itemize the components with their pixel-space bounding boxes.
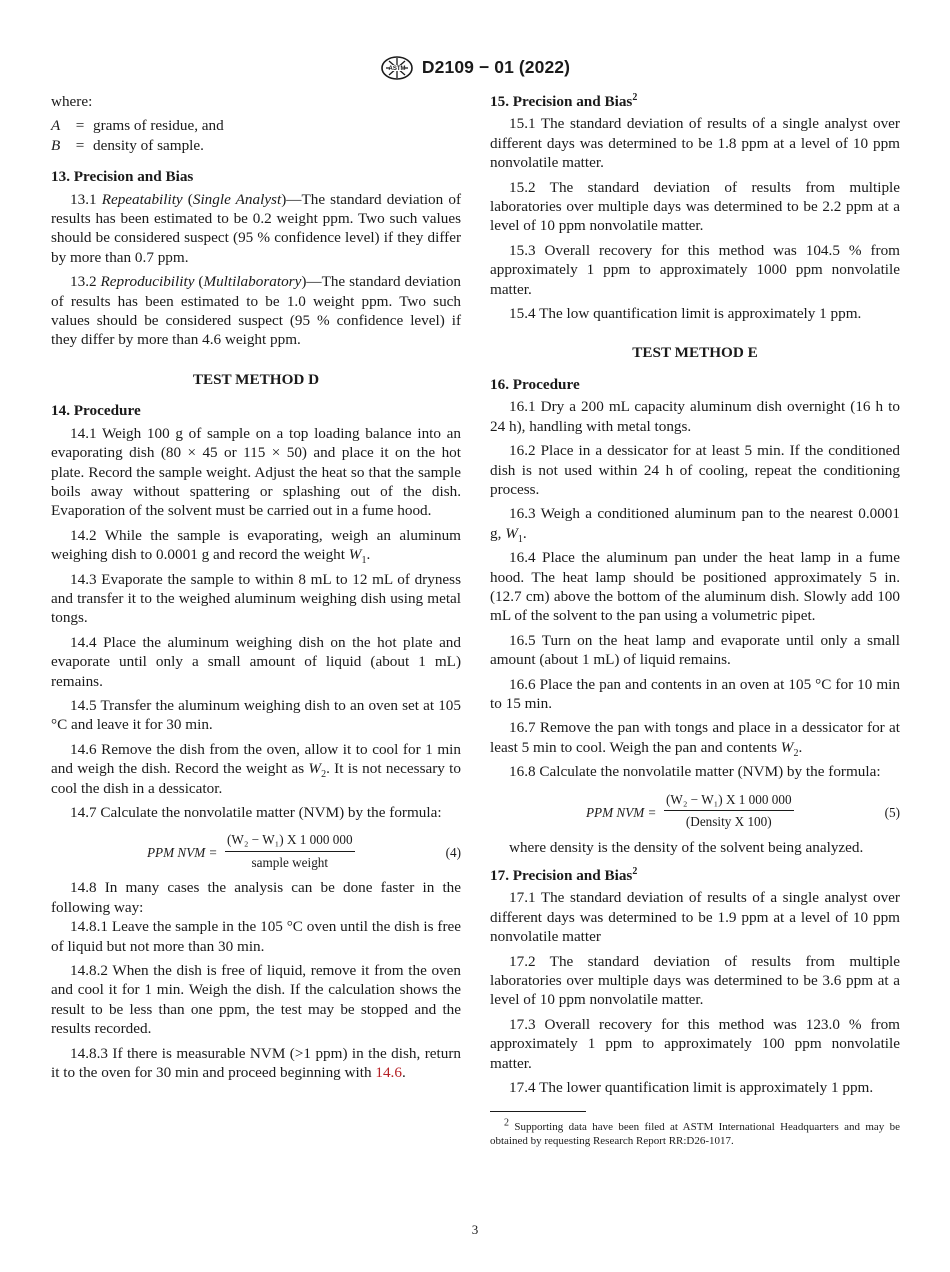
paragraph-16-8: 16.8 Calculate the nonvolatile matter (NVM) by the formula:	[509, 763, 881, 781]
paragraph-16-1: 16.1 Dry a 200 mL capacity aluminum dish overnight (16 h to 24 h), handling with metal tongs.	[490, 398, 900, 435]
paragraph-16-3	[490, 504, 900, 543]
para-number: 13.2	[70, 273, 101, 291]
def-text: density of sample.	[93, 136, 204, 154]
equation-number: (4)	[445, 845, 461, 861]
term-qualifier: Multilaboratory	[203, 273, 302, 291]
term: Reproducibility	[100, 273, 195, 291]
equation-fraction	[225, 830, 355, 872]
equation-lhs: PPM NVM =	[586, 804, 657, 820]
def-symbol: A	[51, 117, 61, 135]
variable: W	[348, 546, 362, 564]
method-d-title: TEST METHOD D	[192, 370, 320, 388]
paragraph-15-1: 15.1 The standard deviation of results of a single analyst over different days was determined to be 1.8 ppm at a level of 10 ppm nonvolatile matter.	[490, 115, 900, 172]
paragraph-17-4: 17.4 The lower quantification limit is approximately 1 ppm.	[509, 1079, 874, 1097]
method-e-title: TEST METHOD E	[632, 344, 758, 362]
footnote-divider	[490, 1111, 586, 1112]
heading-text: 15. Precision and Bias	[490, 93, 633, 110]
para-number: 13.1	[70, 190, 102, 208]
footnote-marker: 2	[504, 1117, 509, 1129]
paragraph-14-5: 14.5 Transfer the aluminum weighing dish to an oven set at 105 °C and leave it for 30 min.	[51, 696, 461, 734]
section-heading-15	[490, 92, 900, 111]
paragraph-14-3: 14.3 Evaporate the sample to within 8 mL to 12 mL of dryness and transfer it to the weighed aluminum weighing dish using metal tongs.	[51, 570, 461, 627]
paragraph-15-4: 15.4 The low quantification limit is approximately 1 ppm.	[509, 305, 862, 323]
para-text: 14.6 Remove the dish from the oven, allow it to cool for 1 min and weigh the dish. Record the weight as	[51, 740, 461, 778]
page-header	[0, 56, 950, 80]
paragraph-14-8-1: 14.8.1 Leave the sample in the 105 °C oven until the dish is free of liquid but not more than 30 min.	[51, 918, 461, 955]
para-text: .	[522, 524, 527, 542]
right-column	[490, 92, 900, 1148]
equation-numerator: (W₂ − W₁) X 1 000 000	[225, 830, 355, 851]
section-heading-17	[490, 866, 900, 885]
subscript: 1	[361, 555, 367, 567]
paragraph-14-2	[51, 526, 461, 565]
para-text: .	[366, 546, 371, 564]
variable: W	[308, 760, 322, 778]
equation-lhs: PPM NVM =	[147, 845, 218, 861]
para-text: .	[401, 1064, 406, 1082]
equation-numerator: (W₂ − W₁) X 1 000 000	[664, 790, 794, 811]
equation-denominator: sample weight	[251, 854, 329, 870]
paragraph-15-2: 15.2 The standard deviation of results from multiple laboratories over multiple days was determined to be 2.2 ppm at a level of 10 ppm nonvolatile matter.	[490, 178, 900, 235]
left-column	[51, 92, 461, 1087]
paragraph-14-6	[51, 740, 461, 798]
footnote-ref: 2	[632, 865, 638, 877]
section-heading-13: 13. Precision and Bias	[51, 168, 194, 186]
paragraph-14-4: 14.4 Place the aluminum weighing dish on the hot plate and evaporate until only a small amount of liquid (about 1 mL) remains.	[51, 633, 461, 690]
paragraph-17-1: 17.1 The standard deviation of results of a single analyst over different days was determined to be 1.9 ppm at a level of 10 ppm nonvolatile matter	[490, 889, 900, 946]
paragraph-15-3: 15.3 Overall recovery for this method was 104.5 % from approximately 1 ppm to approximately 1000 ppm nonvolatile matter.	[490, 241, 900, 298]
density-note: where density is the density of the solvent being analyzed.	[509, 838, 864, 856]
paragraph-13-2: 13.2 Reproducibility (Multilaboratory)—The standard deviation of results has been estimated to be 1.0 weight ppm. Two such values should be considered suspect (95 % confidence level) if they differ by more than 4.6 weight ppm.	[51, 273, 462, 349]
paragraph-13-1: 13.1 Repeatability (Single Analyst)—The standard deviation of results has been estimated to be 0.2 weight ppm. Two such values should be considered suspect (95 % confidence level) if they differ by more than 0.7 ppm.	[51, 190, 462, 266]
paragraph-14-7: 14.7 Calculate the nonvolatile matter (NVM) by the formula:	[70, 804, 442, 821]
para-text: 16.3 Weigh a conditioned aluminum pan to the nearest 0.0001 g,	[490, 505, 900, 542]
para-text: 14.8.3 If there is measurable NVM (>1 ppm) in the dish, return it to the oven for 30 min and proceed beginning with	[51, 1044, 461, 1082]
document-code: D2109 − 01 (2022)	[421, 57, 571, 78]
equation-denominator: (Density X 100)	[685, 814, 772, 829]
paragraph-14-8-2: 14.8.2 When the dish is free of liquid, remove it from the oven and cool it for 1 min. Weigh the dish. If the calculation shows the result to be less than one ppm, the test may be stopped and the results recorded.	[51, 962, 461, 1038]
para-text: . It is not necessary to cool the dish in a dessicator.	[51, 760, 461, 797]
def-text: grams of residue, and	[93, 117, 224, 135]
paragraph-14-1: 14.1 Weigh 100 g of sample on a top loading balance into an evaporating dish (80 × 45 or 115 × 50) and place it on the hot plate. Record the sample weight. Adjust the heat so that the sample boils away without spattering or splashing out of the dish. Evaporation of the solvent must be carried out in a fume hood.	[51, 424, 461, 520]
svg-text:ASTM: ASTM	[388, 66, 406, 73]
para-text: —The standard deviation of results has been estimated to be 0.2 weight ppm. Two such values should be considered suspect (95 % confidence level) if they differ by more than 0.7 ppm.	[51, 190, 462, 266]
section-heading-16: 16. Procedure	[490, 375, 580, 393]
term-qualifier: Single Analyst	[192, 190, 282, 208]
variable: W	[780, 738, 794, 756]
equation-5	[490, 790, 900, 830]
heading-text: 17. Precision and Bias	[490, 867, 633, 884]
footnote	[490, 1117, 900, 1148]
section-heading-14: 14. Procedure	[51, 402, 141, 420]
section-link-14-6[interactable]: 14.6	[375, 1064, 402, 1082]
paragraph-17-2: 17.2 The standard deviation of results from multiple laboratories over multiple days was determined to be 3.6 ppm at a level of 10 ppm nonvolatile matter.	[490, 952, 900, 1009]
footnote-text: Supporting data have been filed at ASTM International Headquarters and may be obtained by requesting Research Report RR:D26-1017.	[490, 1121, 900, 1148]
para-text: .	[798, 738, 803, 756]
where-label: where:	[51, 93, 93, 110]
equation-4	[51, 830, 461, 870]
paragraph-14-8: 14.8 In many cases the analysis can be done faster in the following way:	[51, 879, 461, 916]
paragraph-16-6: 16.6 Place the pan and contents in an oven at 105 °C for 10 min to 15 min.	[490, 675, 900, 712]
def-equals: =	[75, 136, 85, 154]
paragraph-17-3: 17.3 Overall recovery for this method was 123.0 % from approximately 1 ppm to approximately 100 ppm nonvolatile matter.	[490, 1015, 900, 1072]
page-number: 3	[471, 1222, 479, 1237]
footnote-ref: 2	[632, 91, 638, 103]
subscript: 1	[517, 533, 523, 545]
variable-definitions	[51, 116, 461, 155]
equation-fraction	[664, 790, 794, 832]
para-text: 14.2 While the sample is evaporating, weigh an aluminum weighing dish to 0.0001 g and record the weight	[51, 526, 461, 564]
paragraph-16-7	[490, 718, 900, 757]
subscript: 2	[321, 769, 327, 781]
para-text: —The standard deviation of results has been estimated to be 1.0 weight ppm. Two such values should be considered suspect (95 % confidence level) if they differ by more than 4.6 weight ppm.	[51, 273, 462, 349]
equation-number: (5)	[884, 804, 900, 820]
paragraph-16-2: 16.2 Place in a dessicator for at least 5 min. If the conditioned dish is not used within 24 h of cooling, repeat the conditioning process.	[490, 442, 900, 498]
para-text: 16.7 Remove the pan with tongs and place in a dessicator for at least 5 min to cool. Weigh the pan and contents	[490, 719, 900, 756]
subscript: 2	[793, 747, 799, 759]
term: Repeatability	[101, 190, 183, 208]
paragraph-16-5: 16.5 Turn on the heat lamp and evaporate until only a small amount (about 1 mL) of liquid remains.	[490, 631, 900, 669]
paragraph-14-8-3	[51, 1044, 461, 1083]
def-symbol: B	[51, 136, 61, 154]
def-equals: =	[75, 117, 85, 135]
paragraph-16-4: 16.4 Place the aluminum pan under the heat lamp in a fume hood. The heat lamp should be positioned approximately 5 in. (12.7 cm) above the bottom of the aluminum dish. Slowly add 100 mL of the solvent to the pan using a volumetric pipet.	[490, 549, 900, 625]
astm-logo-icon	[380, 56, 414, 80]
variable: W	[505, 524, 518, 542]
